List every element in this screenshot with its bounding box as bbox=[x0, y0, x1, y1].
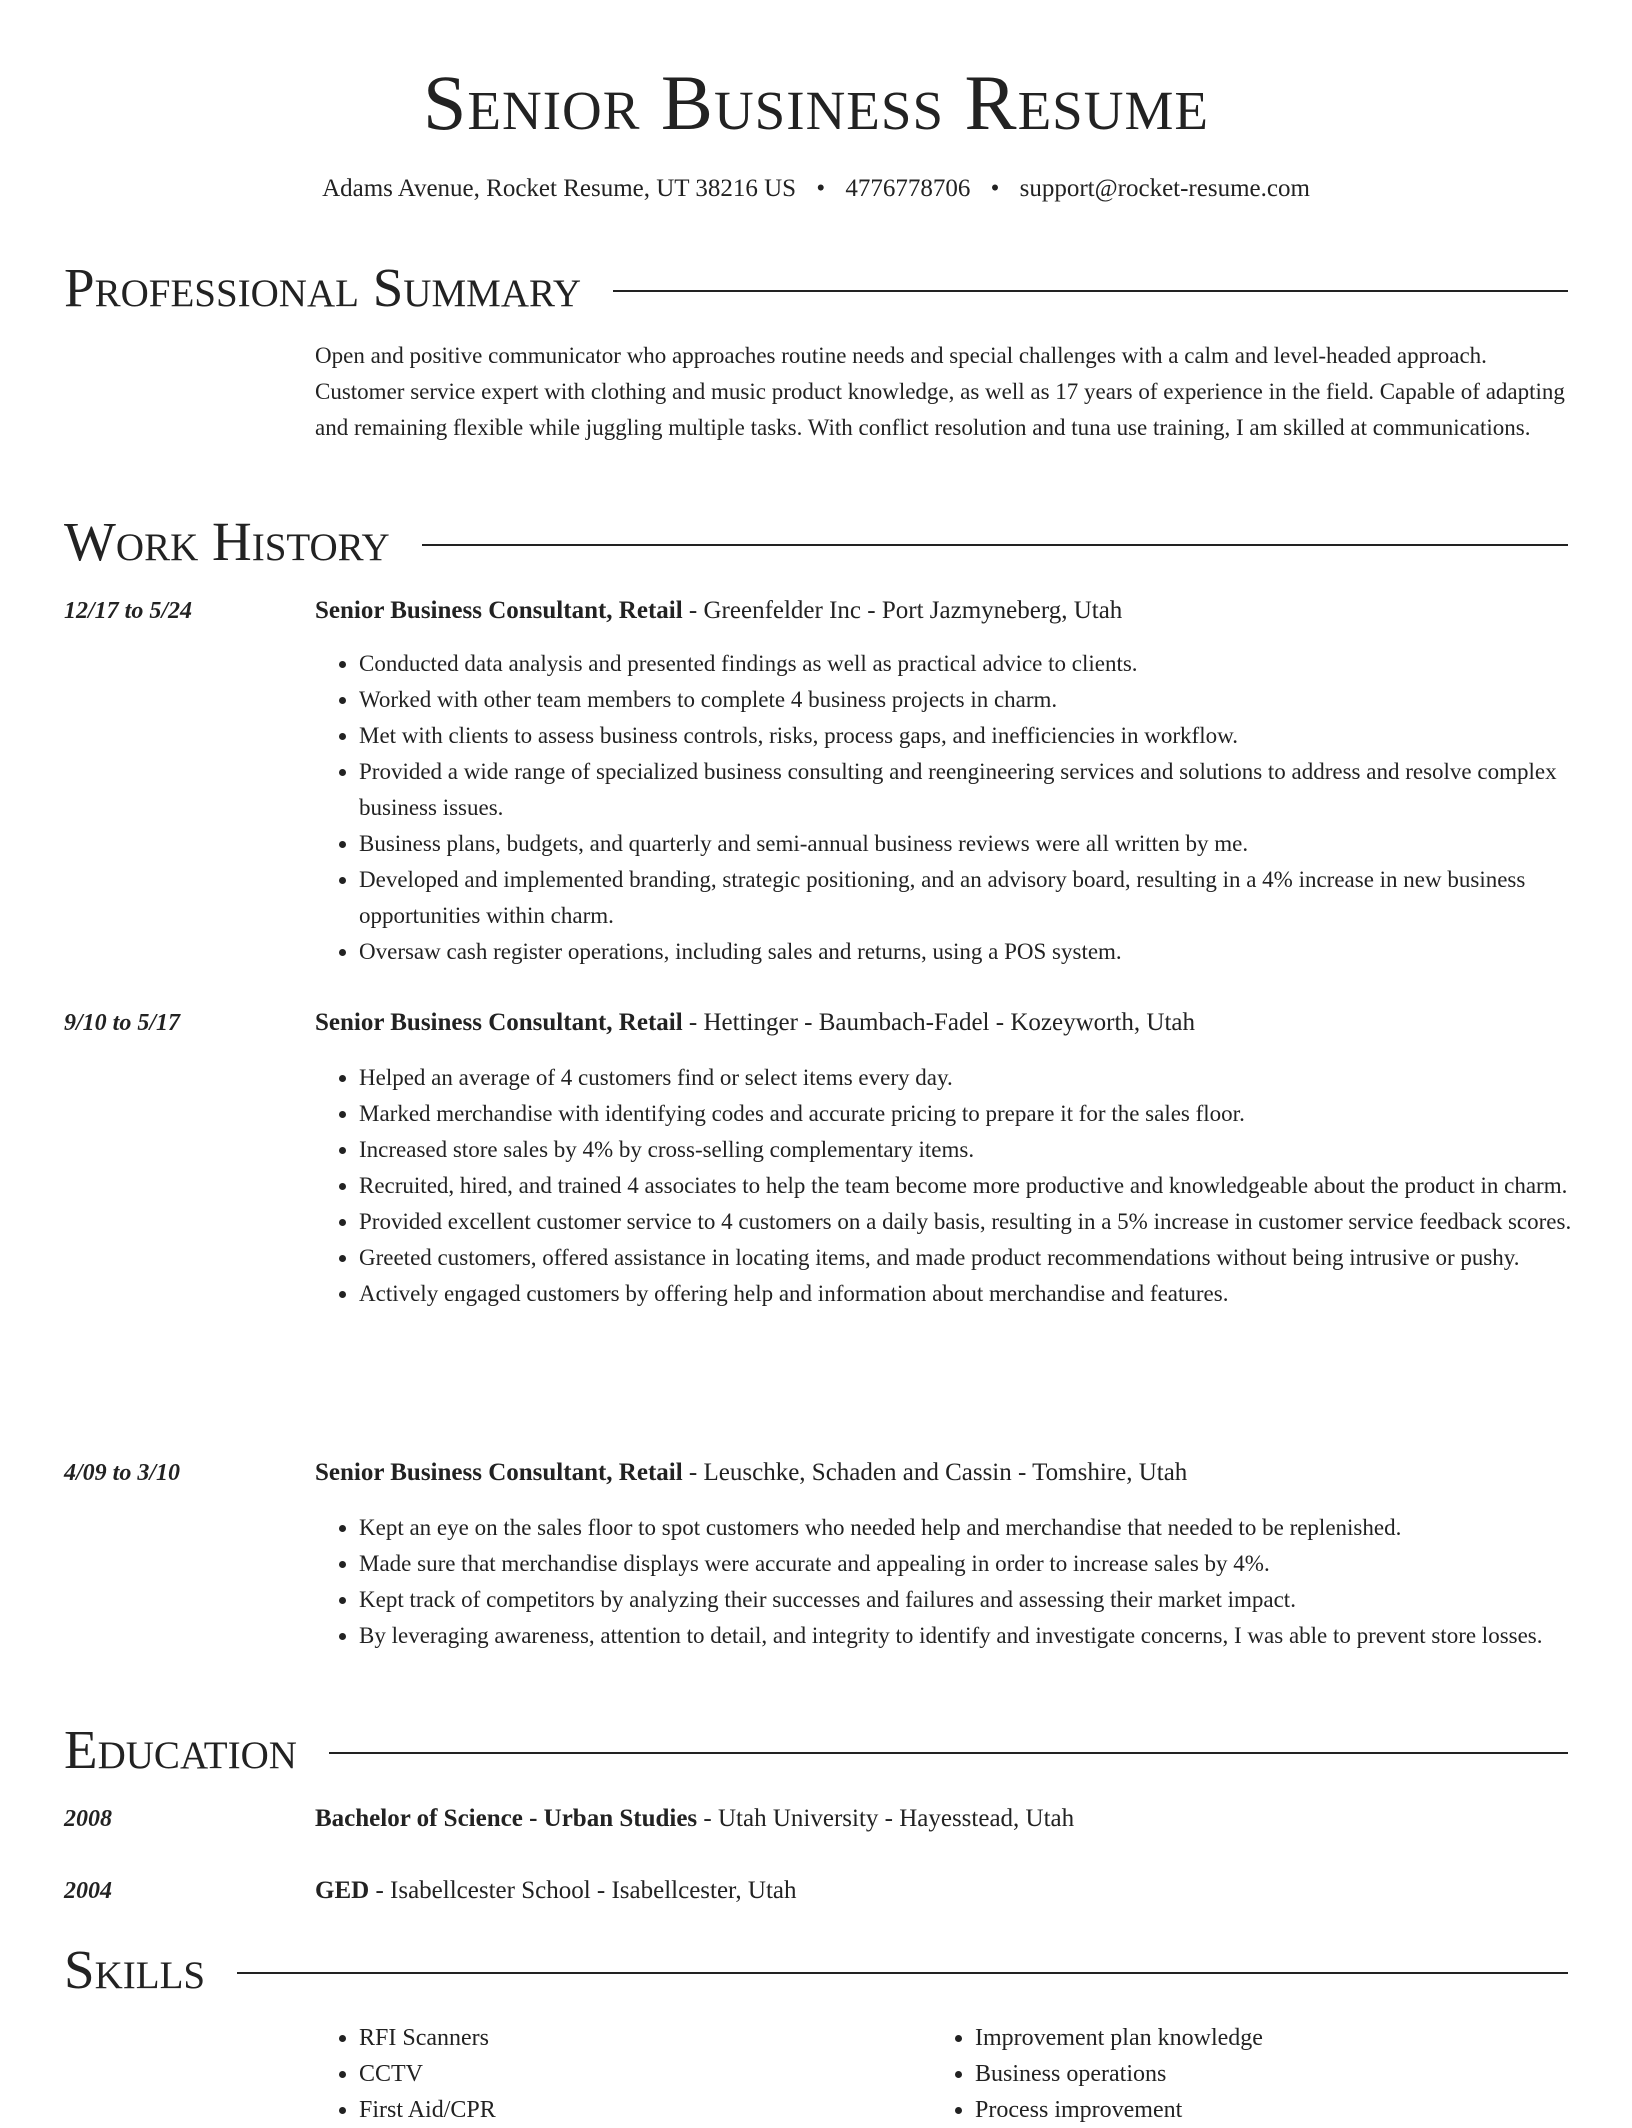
job-title: Senior Business Consultant, Retail bbox=[315, 1459, 683, 1486]
skill-item: • CCTV bbox=[359, 2056, 919, 2092]
list-item: • Developed and implemented branding, strategic positioning, and an advisory board, resulting in a 4% increase in new business opportunities within charm. bbox=[359, 862, 1612, 934]
skills-section-header bbox=[64, 1938, 1568, 2002]
list-item: • Helped an average of 4 customers find or select items every day. bbox=[359, 1060, 1612, 1096]
list-item: • Kept an eye on the sales floor to spot customers who needed help and merchandise that needed to be replenished. bbox=[359, 1510, 1612, 1546]
summary-text: Open and positive communicator who approaches routine needs and special challenges with a calm and level-headed approach. Customer service expert with clothing and music product knowledge, as well as 17 years of experience in the field. Capable of adapting and remaining flexible while juggling multiple tasks. With conflict resolution and tuna use training, I am skilled at communications. bbox=[315, 343, 1565, 440]
work-section-header bbox=[64, 510, 1568, 574]
list-item: • Greeted customers, offered assistance in locating items, and made product recommendations without being intrusive or pushy. bbox=[359, 1240, 1612, 1276]
section-divider bbox=[422, 544, 1568, 546]
list-item: • Increased store sales by 4% by cross-selling complementary items. bbox=[359, 1132, 1612, 1168]
education-year: 2008 bbox=[64, 1806, 112, 1832]
separator: • bbox=[990, 175, 1000, 202]
section-divider bbox=[329, 1752, 1568, 1754]
list-item: • Conducted data analysis and presented findings as well as practical advice to clients. bbox=[359, 646, 1612, 682]
work-heading: Work History bbox=[64, 511, 390, 572]
list-item: • Provided excellent customer service to 4 customers on a daily basis, resulting in a 5% increase in customer service feedback scores. bbox=[359, 1204, 1612, 1240]
list-item: • Marked merchandise with identifying codes and accurate pricing to prepare it for the sales floor. bbox=[359, 1096, 1612, 1132]
skill-item: • Process improvement bbox=[975, 2092, 1575, 2128]
list-item: • Business plans, budgets, and quarterly and semi-annual business reviews were all written by me. bbox=[359, 826, 1612, 862]
job-date: 9/10 to 5/17 bbox=[64, 1010, 181, 1036]
job-bullets bbox=[315, 646, 1612, 970]
contact-line bbox=[64, 172, 1568, 206]
list-item: • By leveraging awareness, attention to detail, and integrity to identify and investigate concerns, I was able to prevent store losses. bbox=[359, 1618, 1612, 1654]
job-title: Senior Business Consultant, Retail bbox=[315, 1009, 683, 1036]
address: Adams Avenue, Rocket Resume, UT 38216 US bbox=[322, 175, 797, 202]
list-item: • Made sure that merchandise displays were accurate and appealing in order to increase sales by 4%. bbox=[359, 1546, 1612, 1582]
job-details: - Leuschke, Schaden and Cassin - Tomshire, Utah bbox=[682, 1459, 1188, 1486]
list-item: • Met with clients to assess business controls, risks, process gaps, and inefficiencies in workflow. bbox=[359, 718, 1612, 754]
job-bullets bbox=[315, 1060, 1612, 1312]
education-year: 2004 bbox=[64, 1878, 112, 1904]
job-date: 4/09 to 3/10 bbox=[64, 1460, 181, 1486]
phone: 4776778706 bbox=[845, 175, 971, 202]
skill-item: • First Aid/CPR bbox=[359, 2092, 919, 2128]
education-line bbox=[315, 1802, 1074, 1836]
email: support@rocket-resume.com bbox=[1019, 175, 1310, 202]
education-heading: Education bbox=[64, 1719, 297, 1780]
separator: • bbox=[816, 175, 826, 202]
list-item: • Provided a wide range of specialized business consulting and reengineering services and solutions to address and resolve complex business issues. bbox=[359, 754, 1612, 826]
job-date: 12/17 to 5/24 bbox=[64, 598, 193, 624]
section-divider bbox=[237, 1972, 1568, 1974]
summary-heading: Professional Summary bbox=[64, 257, 582, 318]
education-details: - Isabellcester School - Isabellcester, Utah bbox=[369, 1877, 797, 1904]
education-degree: Bachelor of Science - Urban Studies bbox=[315, 1805, 698, 1832]
job-bullets bbox=[315, 1510, 1612, 1654]
education-section-header bbox=[64, 1718, 1568, 1782]
list-item: • Kept track of competitors by analyzing their successes and failures and assessing their market impact. bbox=[359, 1582, 1612, 1618]
skills-heading: Skills bbox=[64, 1939, 206, 2000]
list-item: • Recruited, hired, and trained 4 associates to help the team become more productive and knowledgeable about the product in charm. bbox=[359, 1168, 1612, 1204]
job-details: - Greenfelder Inc - Port Jazmyneberg, Utah bbox=[682, 597, 1123, 624]
job-title-line bbox=[315, 1456, 1187, 1490]
job-title: Senior Business Consultant, Retail bbox=[315, 597, 683, 624]
education-line bbox=[315, 1874, 796, 1908]
section-divider bbox=[613, 290, 1568, 292]
job-title-line bbox=[315, 594, 1122, 628]
summary-section-header bbox=[64, 256, 1568, 320]
resume-name: Senior Business Resume bbox=[423, 59, 1209, 146]
job-details: - Hettinger - Baumbach-Fadel - Kozeyworth, Utah bbox=[682, 1009, 1196, 1036]
job-title-line bbox=[315, 1006, 1195, 1040]
skill-item: • Business operations bbox=[975, 2056, 1575, 2092]
education-details: - Utah University - Hayesstead, Utah bbox=[697, 1805, 1075, 1832]
list-item: • Oversaw cash register operations, including sales and returns, using a POS system. bbox=[359, 934, 1612, 970]
skill-item: • RFI Scanners bbox=[359, 2020, 919, 2056]
list-item: • Worked with other team members to complete 4 business projects in charm. bbox=[359, 682, 1612, 718]
education-degree: GED bbox=[315, 1877, 370, 1904]
list-item: • Actively engaged customers by offering help and information about merchandise and features. bbox=[359, 1276, 1612, 1312]
skill-item: • Improvement plan knowledge bbox=[975, 2020, 1575, 2056]
